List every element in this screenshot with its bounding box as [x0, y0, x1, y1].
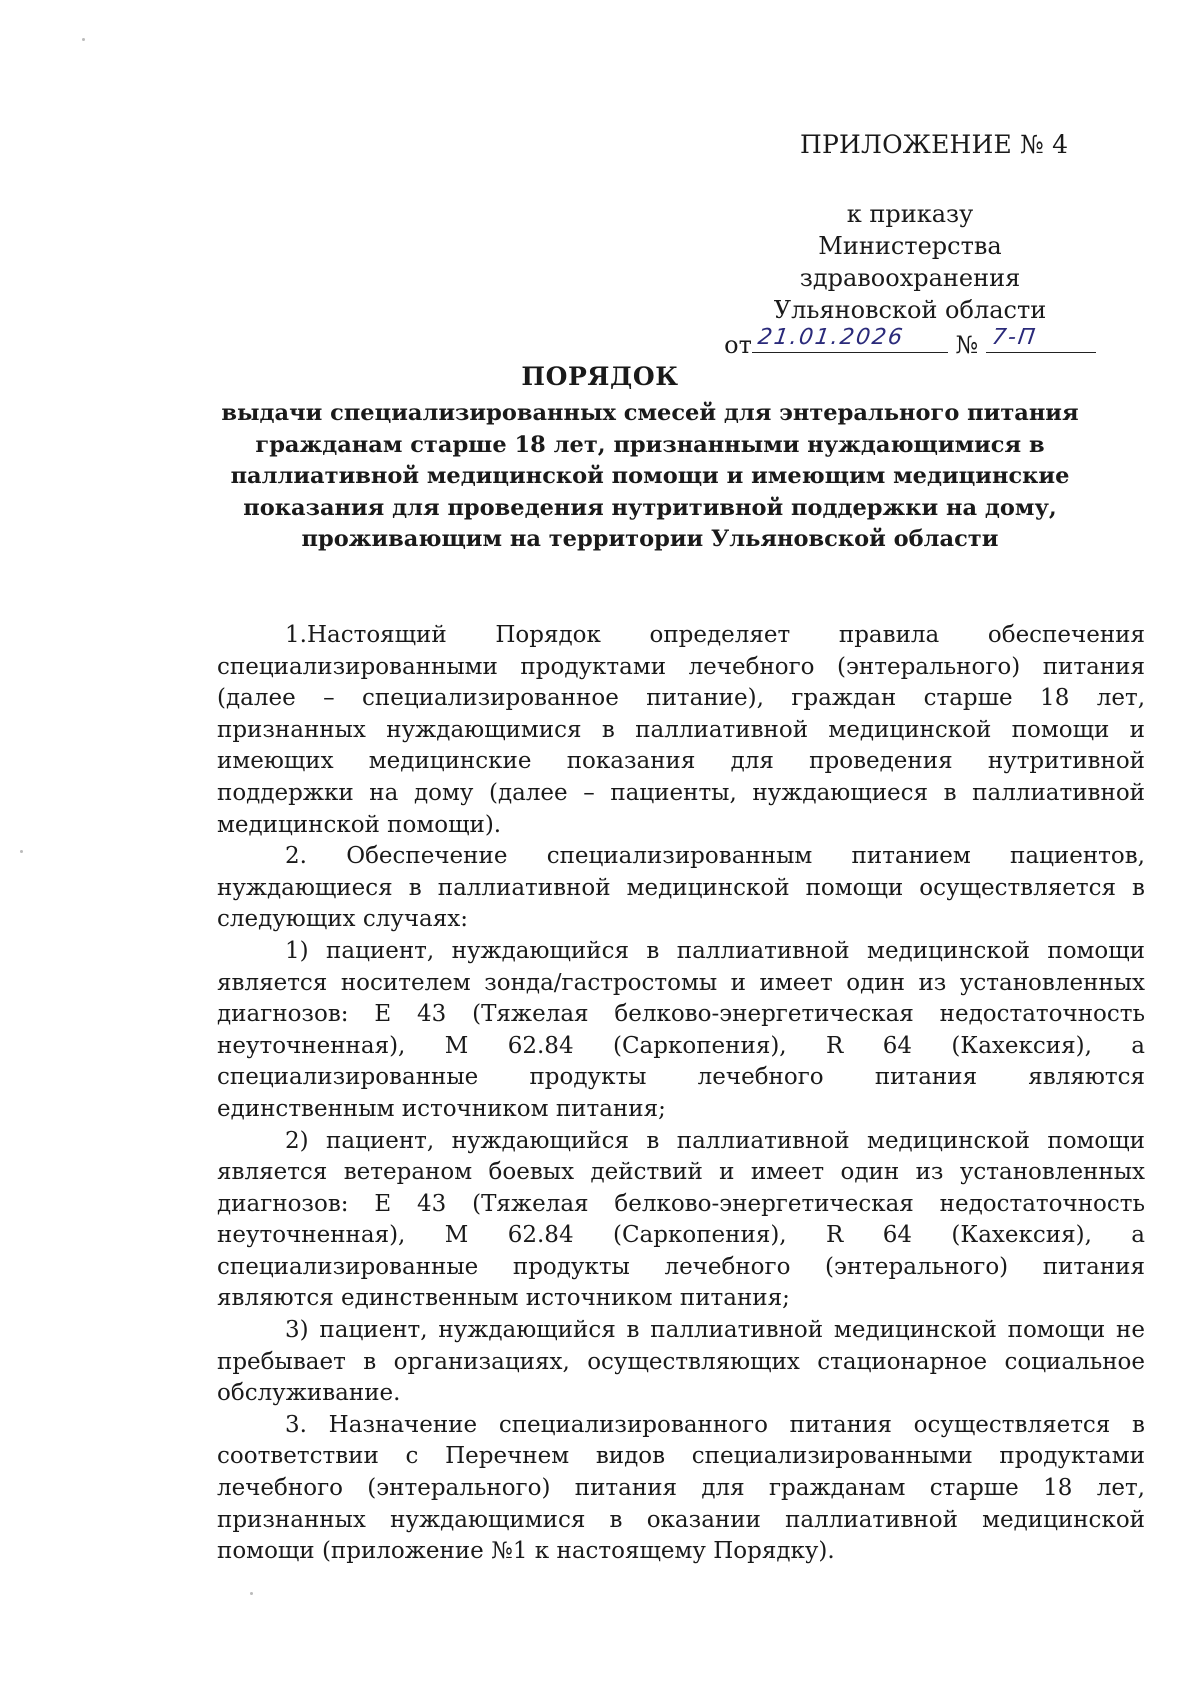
paragraph-3: 3. Назначение специализированного питания осуществляется в соответствии с Перечнем видов специализированными продуктами лечебного (энтерального) питания для гражданам старше 18 лет, признанных нуждающимися в оказании паллиативной медицинской помощи (приложение №1 к настоящему Порядку).	[217, 1411, 1145, 1565]
order-line-2: Министерства здравоохранения	[799, 232, 1021, 292]
order-reference	[710, 198, 1110, 361]
scan-speck	[82, 38, 85, 41]
scan-speck	[250, 1592, 253, 1595]
order-date-number	[710, 326, 1110, 361]
paragraph-1: 1.Настоящий Порядок определяет правила обеспечения специализированными продуктами лечебного (энтерального) питания (далее – специализированное питание), граждан старше 18 лет, признанных нуждающимися в паллиативной медицинской помощи и имеющих медицинские показания для проведения нутритивной поддержки на дому (далее – пациенты, нуждающиеся в паллиативной медицинской помощи).	[217, 622, 1145, 838]
order-line-3: Ульяновской области	[773, 296, 1047, 324]
number-prefix: №	[955, 331, 979, 359]
scan-speck	[20, 850, 23, 853]
document-body	[217, 620, 1145, 1568]
number-field	[986, 326, 1096, 353]
handwritten-number: 7-П	[990, 325, 1039, 350]
document-title: ПОРЯДОК	[521, 362, 679, 391]
date-field	[752, 326, 948, 353]
paragraph-2: 2. Обеспечение специализированным питанием пациентов, нуждающиеся в паллиативной медицинской помощи осуществляется в следующих случаях:	[217, 843, 1145, 933]
appendix-label: ПРИЛОЖЕНИЕ № 4	[800, 130, 1069, 159]
date-prefix: от	[724, 331, 752, 359]
order-line-1: к приказу	[846, 200, 974, 228]
subitem-2: 2) пациент, нуждающийся в паллиативной медицинской помощи является ветераном боевых действий и имеет один из установленных диагнозов: Е 43 (Тяжелая белково-энергетическая недостаточность неуточненная), М 62.84 (Саркопения), R 64 (Кахексия), а специализированные продукты лечебного (энтерального) питания являются единственным источником питания;	[217, 1127, 1145, 1312]
handwritten-date: 21.01.2026	[756, 325, 906, 350]
document-subtitle: выдачи специализированных смесей для энтерального питания гражданам старше 18 лет, признанными нуждающимися в паллиативной медицинской помощи и имеющим медицинские показания для проведения нутритивной поддержки на дому, проживающим на территории Ульяновской области	[221, 400, 1079, 552]
subitem-3: 3) пациент, нуждающийся в паллиативной медицинской помощи не пребывает в организациях, осуществляющих стационарное социальное обслуживание.	[217, 1317, 1145, 1407]
subitem-1: 1) пациент, нуждающийся в паллиативной медицинской помощи является носителем зонда/гастростомы и имеет один из установленных диагнозов: Е 43 (Тяжелая белково-энергетическая недостаточность неуточненная), М 62.84 (Саркопения), R 64 (Кахексия), а специализированные продукты лечебного питания являются единственным источником питания;	[217, 937, 1145, 1122]
